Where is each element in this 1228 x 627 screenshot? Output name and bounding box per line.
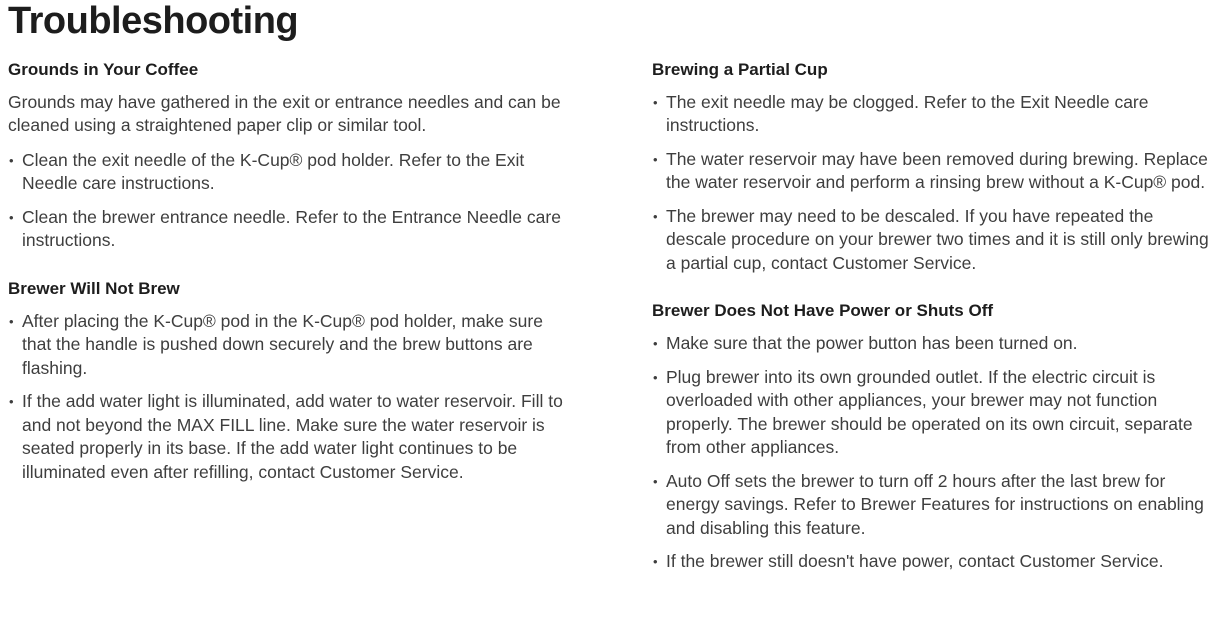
page-title: Troubleshooting — [8, 0, 299, 42]
bullet-icon: • — [9, 209, 14, 225]
bullet-icon: • — [653, 208, 658, 224]
bullet-icon: • — [653, 151, 658, 167]
list-item — [652, 366, 1218, 460]
bullet-icon: • — [9, 313, 14, 329]
section-brewer-will-not-brew — [8, 279, 576, 485]
section-brewer-does-not-have-power — [652, 301, 1218, 574]
bullet-text: Plug brewer into its own grounded outlet. If the electric circuit is overloaded with other appliances, your brewer may not function properly. The brewer should be operated on its own circuit, separate from other appliances. — [666, 366, 1193, 458]
bullet-text: Auto Off sets the brewer to turn off 2 hours after the last brew for energy savings. Refer to Brewer Features for instructions on enabling and disabling this feature. — [666, 470, 1204, 538]
section-brewing-a-partial-cup — [652, 60, 1218, 276]
list-item — [8, 390, 576, 484]
list-item — [652, 205, 1218, 276]
bullet-list — [8, 310, 576, 485]
bullet-text: After placing the K-Cup® pod in the K-Cup® pod holder, make sure that the handle is pushed down securely and the brew buttons are flashing. — [22, 310, 543, 378]
bullet-icon: • — [9, 152, 14, 168]
section-grounds-in-your-coffee — [8, 60, 576, 253]
bullet-text: Make sure that the power button has been turned on. — [666, 333, 1078, 354]
bullet-icon: • — [653, 473, 658, 489]
bullet-text: Clean the exit needle of the K-Cup® pod holder. Refer to the Exit Needle care instructions. — [22, 149, 525, 194]
left-column — [8, 60, 576, 600]
section-heading: Brewer Will Not Brew — [8, 278, 180, 298]
section-heading: Brewer Does Not Have Power or Shuts Off — [652, 301, 994, 321]
bullet-list — [8, 149, 576, 253]
list-item — [652, 91, 1218, 138]
bullet-icon: • — [653, 336, 658, 352]
list-item — [652, 148, 1218, 195]
list-item — [8, 310, 576, 381]
list-item — [8, 149, 576, 196]
bullet-text: If the add water light is illuminated, add water to water reservoir. Fill to and not beyond the MAX FILL line. Make sure the water reservoir is seated properly in its base. If the add water light continues to be illuminated even after refilling, contact Customer Service. — [22, 391, 563, 482]
list-item — [8, 206, 576, 253]
section-heading: Grounds in Your Coffee — [8, 59, 199, 79]
section-heading: Brewing a Partial Cup — [652, 59, 828, 79]
bullet-icon: • — [9, 394, 14, 410]
bullet-icon: • — [653, 554, 658, 570]
list-item — [652, 550, 1218, 574]
section-intro: Grounds may have gathered in the exit or entrance needles and can be cleaned using a straightened paper clip or similar tool. — [8, 91, 561, 136]
bullet-list — [652, 332, 1218, 574]
bullet-text: The water reservoir may have been removed during brewing. Replace the water reservoir and perform a rinsing brew without a K-Cup® pod. — [666, 148, 1208, 193]
two-column-layout — [8, 60, 1218, 600]
bullet-text: The brewer may need to be descaled. If you have repeated the descale procedure on your brewer two times and it is still only brewing a partial cup, contact Customer Service. — [666, 205, 1209, 273]
bullet-list — [652, 91, 1218, 276]
bullet-icon: • — [653, 369, 658, 385]
right-column — [652, 60, 1218, 600]
bullet-text: If the brewer still doesn't have power, contact Customer Service. — [666, 551, 1164, 572]
list-item — [652, 332, 1218, 356]
bullet-icon: • — [653, 94, 658, 110]
list-item — [652, 470, 1218, 541]
bullet-text: The exit needle may be clogged. Refer to the Exit Needle care instructions. — [666, 91, 1149, 136]
bullet-text: Clean the brewer entrance needle. Refer to the Entrance Needle care instructions. — [22, 206, 561, 251]
